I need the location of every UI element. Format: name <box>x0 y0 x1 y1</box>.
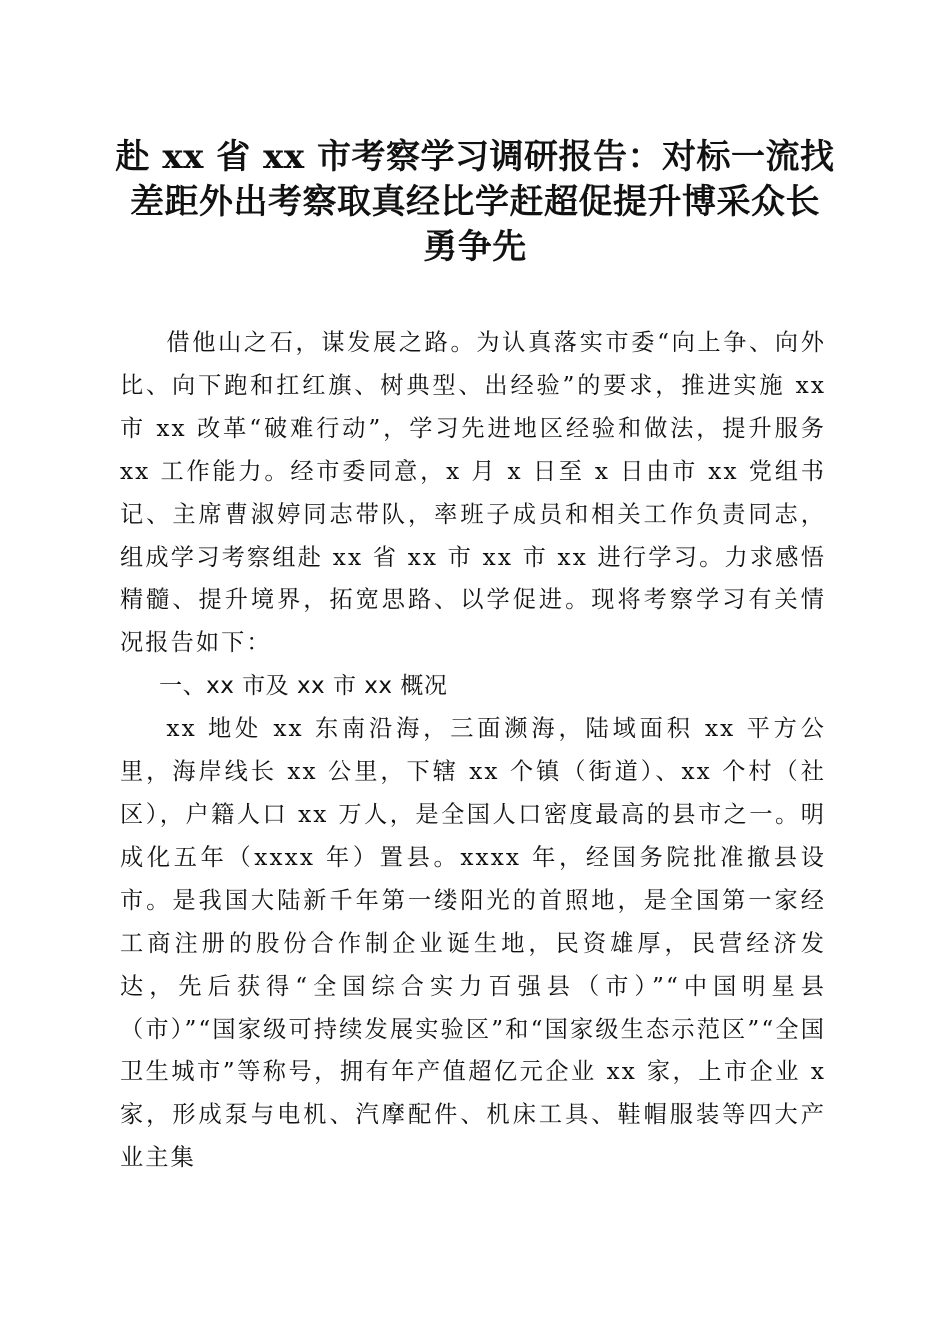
title-line-3: 勇争先 <box>423 227 527 267</box>
section-paragraph: xx 地处 xx 东南沿海，三面濒海，陆域面积 xx 平方公里，海岸线长 xx 公里，下辖 xx 个镇（街道）、xx 个村（社区），户籍人口 xx 万人，是全国人口密度最高的县市之一。明成化五年（xxxx 年）置县。xxxx 年，经国务院批准撤县设市。是我国大陆新千年第一缕阳光的首照地，是全国第一家经工商注册的股份合作制企业诞生地，民资雄厚，民营经济发达，先后获得“全国综合实力百强县（市）”“中国明星县（市）”“国家级可持续发展实验区”和“国家级生态示范区”“全国卫生城市”等称号，拥有年产值超亿元企业 xx 家，上市企业 x 家，形成泵与电机、汽摩配件、机床工具、鞋帽服装等四大产业主集 <box>120 715 826 1172</box>
title-line-1: 赴 xx 省 xx 市考察学习调研报告：对标一流找 <box>115 137 835 177</box>
title-line-2: 差距外出考察取真经比学赶超促提升博采众长 <box>130 182 820 222</box>
document-title <box>112 135 838 270</box>
section-heading: 一、xx 市及 xx 市 xx 概况 <box>159 673 448 700</box>
intro-paragraph: 借他山之石，谋发展之路。为认真落实市委“向上争、向外比、向下跑和扛红旗、树典型、出经验”的要求，推进实施 xx 市 xx 改革“破难行动”，学习先进地区经验和做法，提升服务 xx 工作能力。经市委同意，x 月 x 日至 x 日由市 xx 党组书记、主席曹淑婷同志带队，率班子成员和相关工作负责同志，组成学习考察组赴 xx 省 xx 市 xx 市 xx 进行学习。力求感悟精髓、提升境界，拓宽思路、以学促进。现将考察学习有关情况报告如下： <box>120 329 826 657</box>
document-body <box>120 322 826 1180</box>
